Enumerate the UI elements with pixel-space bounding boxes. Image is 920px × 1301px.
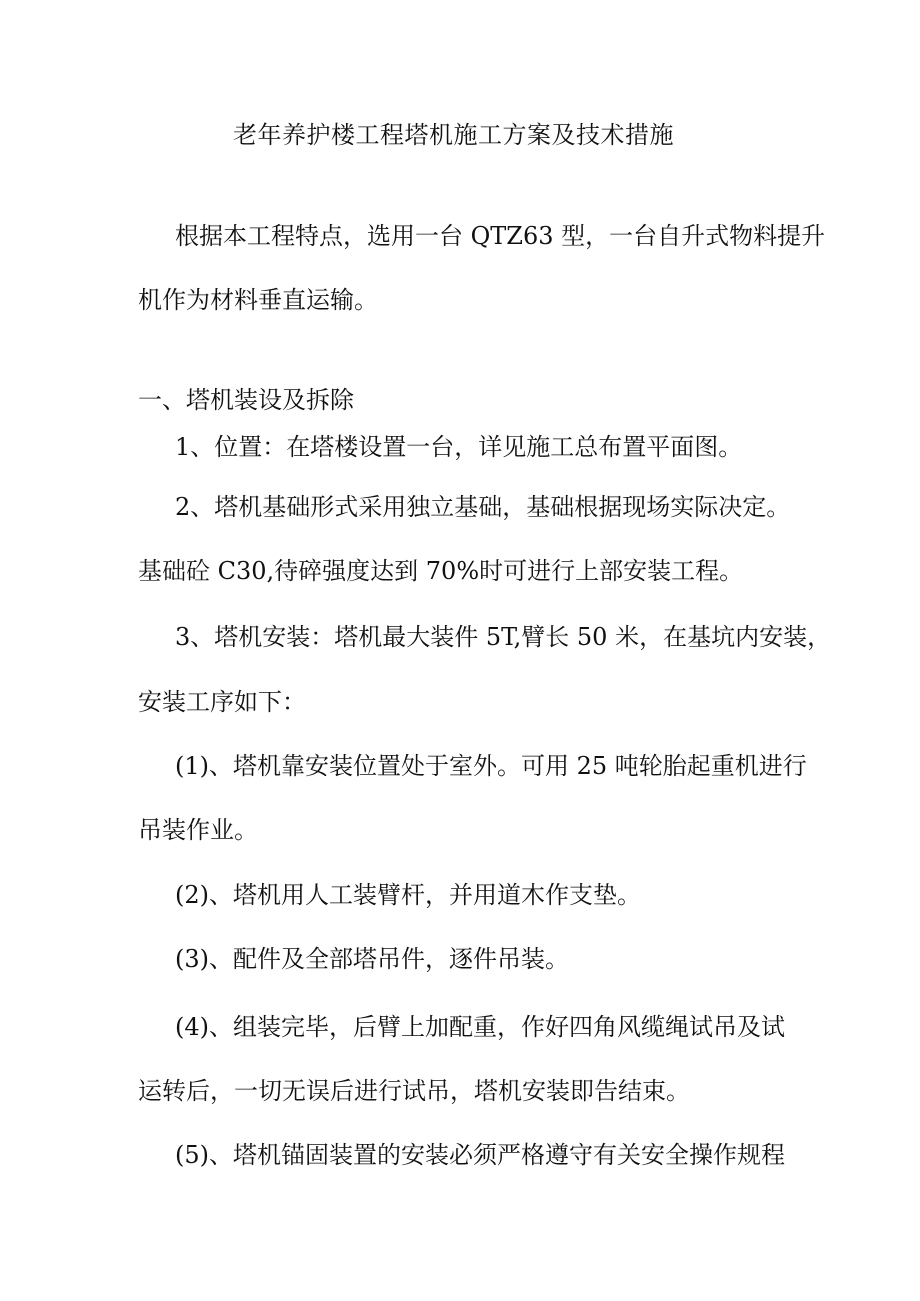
paragraph-line: 安装工序如下： bbox=[138, 688, 306, 716]
paragraph-line: (2)、塔机用人工装臂杆，并用道木作支垫。 bbox=[175, 881, 641, 909]
paragraph-line: 1、位置：在塔楼设置一台，详见施工总布置平面图。 bbox=[175, 433, 743, 461]
paragraph-line: 根据本工程特点，选用一台 QTZ63 型，一台自升式物料提升 bbox=[175, 222, 826, 250]
paragraph-line: 2、塔机基础形式采用独立基础，基础根据现场实际决定。 bbox=[175, 493, 791, 521]
paragraph-line: 基础砼 C30,待碎强度达到 70%时可进行上部安装工程。 bbox=[138, 557, 744, 585]
paragraph-line: 机作为材料垂直运输。 bbox=[138, 286, 378, 314]
document-title: 老年养护楼工程塔机施工方案及技术措施 bbox=[233, 121, 674, 149]
paragraph-line: (5)、塔机锚固装置的安装必须严格遵守有关安全操作规程 bbox=[175, 1141, 785, 1169]
paragraph-line: (4)、组装完毕，后臂上加配重，作好四角风缆绳试吊及试 bbox=[175, 1013, 785, 1041]
paragraph-line: (3)、配件及全部塔吊件，逐件吊装。 bbox=[175, 945, 569, 973]
paragraph-line: 吊装作业。 bbox=[138, 816, 258, 844]
paragraph-line: (1)、塔机靠安装位置处于室外。可用 25 吨轮胎起重机进行 bbox=[175, 752, 807, 780]
section-heading: 一、塔机装设及拆除 bbox=[138, 386, 354, 414]
paragraph-line: 运转后，一切无误后进行试吊，塔机安装即告结束。 bbox=[138, 1077, 690, 1105]
paragraph-line: 3、塔机安装：塔机最大装件 5T,臂长 50 米，在基坑内安装， bbox=[175, 623, 832, 651]
